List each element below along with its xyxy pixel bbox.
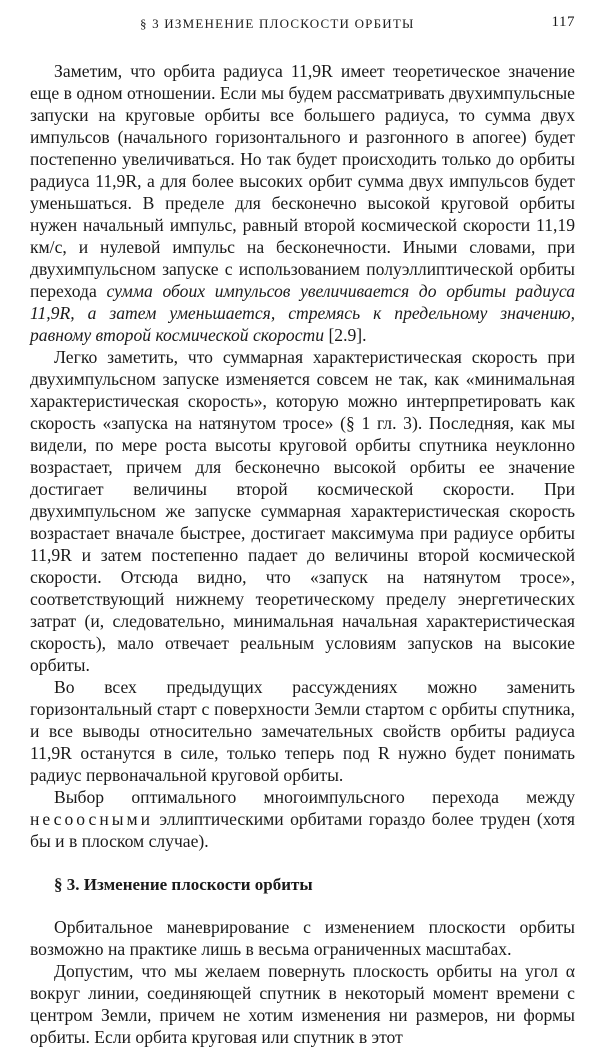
section-heading: § 3. Изменение плоскости орбиты <box>54 875 313 894</box>
running-head <box>30 10 575 38</box>
running-head-title: § 3 ИЗМЕНЕНИЕ ПЛОСКОСТИ ОРБИТЫ <box>140 16 415 31</box>
book-page <box>30 10 575 1048</box>
page-number: 117 <box>551 14 575 30</box>
paragraph-1-italic: сумма обоих импульсов увеличивается до орбиты радиуса 11,9R, а затем уменьшается, стремясь к предельному значению, равному второй космической скорости <box>30 281 575 345</box>
section-paragraph-2: Допустим, что мы желаем повернуть плоскость орбиты на угол α вокруг линии, соединяющей спутник в некоторый момент времени с центром Земли, причем не хотим изменения ни размеров, ни формы орбиты. Если орбита круговая или спутник в этот <box>30 961 575 1047</box>
paragraph-1-tail: [2.9]. <box>324 325 367 345</box>
paragraph-4-spaced: несоосными <box>30 809 154 829</box>
section-paragraph-1: Орбитальное маневрирование с изменением плоскости орбиты возможно на практике лишь в весьма ограниченных масштабах. <box>30 917 575 959</box>
paragraph-2: Легко заметить, что суммарная характеристическая скорость при двухимпульсном запуске изменяется совсем не так, как «минимальная характеристическая скорость», которую можно интерпретировать как скорость «запуска на натянутом тросе» (§ 1 гл. 3). Последняя, как мы видели, по мере роста высоты круговой орбиты спутника неуклонно возрастает, причем для бесконечно высокой орбиты ее значение достигает величины второй космической скорости. При двухимпульсном же запуске суммарная характеристическая скорость возрастает вначале быстрее, достигает максимума при радиусе орбиты 11,9R и затем постепенно падает до величины второй космической скорости. Отсюда видно, что «запуск на натянутом тросе», соответствующий нижнему теоретическому пределу энергетических затрат (и, следовательно, минимальная начальная характеристическая скорость), мало отвечает реальным условиям запусков на высокие орбиты. <box>30 347 575 675</box>
paragraph-3: Во всех предыдущих рассуждениях можно заменить горизонтальный старт с поверхности Земли стартом с орбиты спутника, и все выводы относительно замечательных свойств орбиты радиуса 11,9R останутся в силе, только теперь под R нужно будет понимать радиус первоначальной круговой орбиты. <box>30 677 575 785</box>
paragraph-4-tail: эллиптическими орбитами гораздо более труден (хотя бы и в плоском случае). <box>30 809 575 851</box>
paragraph-4 <box>30 786 575 852</box>
paragraph-1 <box>30 60 575 346</box>
body-text <box>30 60 575 1048</box>
paragraph-1-text: Заметим, что орбита радиуса 11,9R имеет теоретическое значение еще в одном отношении. Если мы будем рассматривать двухимпульсные запуски на круговые орбиты все большего радиуса, то сумма двух импульсов (начального горизонтального и разгонного в апогее) будет постепенно увеличиваться. Но так будет происходить только до орбиты радиуса 11,9R, а для более высоких орбит сумма двух импульсов будет уменьшаться. В пределе для бесконечно высокой круговой орбиты нужен начальный импульс, равный второй космической скорости 11,19 км/с, и нулевой импульс на бесконечности. Иными словами, при двухимпульсном запуске с использованием полуэллиптической орбиты перехода <box>30 61 575 301</box>
paragraph-4-text: Выбор оптимального многоимпульсного перехода между <box>54 787 575 807</box>
